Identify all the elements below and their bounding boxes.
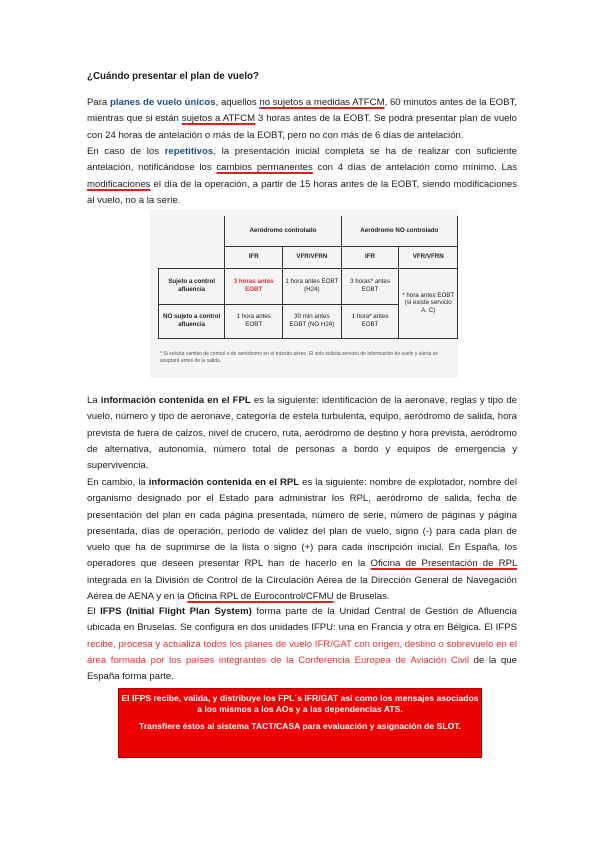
cell-subject-ctrl-ifr: 3 horas antes EOBT	[225, 268, 283, 304]
term-ifps: IFPS (Initial Flight Plan System)	[100, 606, 252, 617]
header-ifr-controlled: IFR	[225, 246, 283, 268]
cell-nc-vfr-merged: * hora antes EOBT (si existe servicio A. C)	[399, 268, 458, 338]
paragraph-fpl-content	[87, 393, 517, 474]
callout-line-2: Transfiere éstos al sistema TACT/CASA para evaluación y asignación de SLOT.	[139, 721, 461, 731]
term-repetitive: repetitivos	[164, 146, 214, 157]
cell-subject-nc-ifr: 3 horas* antes EOBT	[341, 268, 399, 304]
text-run: , 60 minutos antes de la EOBT, mientras que si están	[87, 97, 517, 125]
header-controlled: Aeródromo controlado	[225, 216, 341, 246]
paragraph-repetitive-plans	[87, 144, 517, 209]
callout-line-1: El IFPS recibe, valida, y distribuye los FPL´s IFR/GAT así como los mensajes asociados a los mismos a los AOs y a las dependencias ATS.	[121, 693, 479, 714]
row-label-not-subject: NO sujeto a control afluencia	[159, 304, 225, 338]
term-modifications: modificaciones	[87, 178, 151, 190]
header-vfr-uncontrolled: VFR/VFRN	[399, 246, 458, 268]
term-rpl-content: información contenida en el RPL	[148, 477, 300, 488]
section-heading: ¿Cuándo presentar el plan de vuelo?	[87, 71, 260, 82]
term-not-atfcm: no sujetos a medidas ATFCM	[259, 97, 385, 108]
header-ifr-uncontrolled: IFR	[341, 246, 399, 268]
highlight-ifps-function: recibe, procesa y actualiza todos los planes de vuelo IFR/GAT con origen, destino o sobrevuelo en el área formada por los países integrantes de la Conferencia Europea de Aviación Civil	[87, 638, 517, 666]
header-vfr-controlled: VFR/VFRN	[283, 246, 342, 268]
term-atfcm: sujetos a ATFCM	[181, 113, 256, 125]
term-rpl-office: Oficina de Presentación de RPL	[370, 558, 517, 570]
submission-times-table	[158, 216, 458, 339]
text-run: de la que España forma parte.	[87, 654, 517, 683]
term-single-plans: planes de vuelo únicos	[109, 97, 216, 108]
ifps-callout-box	[118, 688, 482, 758]
row-label-subject: Sujeto a control afluencia	[159, 268, 225, 304]
header-uncontrolled: Aeródromo NO controlado	[341, 216, 457, 246]
text-run: , la presentación inicial completa se ha de realizar con suficiente antelación, notificándose los	[87, 146, 517, 174]
text-run: En caso de los	[87, 146, 165, 157]
text-run: Para	[87, 97, 110, 108]
text-run: el día de la operación, a partir de 15 horas antes de la EOBT, siendo modificaciones al vuelo, no a la serie.	[87, 178, 517, 206]
term-eurocontrol-office: Oficina RPL de Eurocontrol/CFMU	[187, 591, 334, 603]
cell-subject-ctrl-vfr: 1 hora antes EOBT (H24)	[283, 268, 342, 304]
text-run: En cambio, la	[87, 477, 149, 488]
paragraph-rpl-content	[87, 475, 517, 605]
cell-notsubject-ctrl-vfr: 30 min antes EOBT (NO H24)	[283, 304, 342, 338]
term-fpl-content: información contenida en el FPL	[100, 395, 251, 406]
text-run: integrada en la División de Control de la Circulación Aérea de la Dirección General de Navegación Aérea de AENA y en la	[87, 574, 517, 603]
text-run: con 4 días de antelación como mínimo. Las	[312, 162, 518, 174]
cell-notsubject-nc-ifr: 1 hora* antes EOBT	[341, 304, 399, 338]
text-run: forma parte de la Unidad Central de Gestión de Afluencia ubicada en Bruselas. Se configura en dos unidades IFPU: una en Francia y otra en Bélgica. El IFPS	[87, 606, 517, 634]
text-run: , aquellos	[215, 97, 260, 108]
text-run: El	[87, 606, 101, 617]
text-run: de Bruselas.	[333, 591, 390, 603]
cell-notsubject-ctrl-ifr: 1 hora antes EOBT	[225, 304, 283, 338]
text-run: es la siguiente: identificación de la aeronave, reglas y tipo de vuelo, número y tipo de aeronave, categoría de estela turbulenta, equipo, aeródromo de salida, hora prevista de fuera de calzos, nivel de crucero, ruta, aeródromo de destino y hora prevista, aeródromo de alternativa, autonomía, número total de personas a bordo y equipos de emergencia y supervivencia.	[87, 395, 518, 472]
table-footnote: * Si solicita cambio de control o de aeródromo en el tránsito aéreo. El solo solicita servicio de información de vuelo y alerta se aceptará antes de la salida.	[160, 351, 438, 364]
paragraph-single-plans	[87, 95, 517, 144]
text-run: 3 horas antes de la EOBT. Se podrá presentar plan de vuelo con 24 horas de antelación o más de la EOBT, pero no con más de 6 días de antelación.	[87, 113, 517, 141]
text-run: La	[87, 395, 101, 406]
term-permanent-changes: cambios permanentes	[216, 162, 313, 174]
paragraph-ifps	[87, 604, 517, 685]
submission-times-table-figure	[150, 210, 458, 378]
text-run: es la siguiente: nombre de explotador, nombre del organismo designado por el Estado para administrar los RPL, aeródromo de salida, fecha de presentación del plan en cada página presentada, número de serie, número de páginas y página presentada, días de operación, período de validez del plan de vuelo, signo (-) para cada plan de vuelo que ha de suprimirse de la lista o signo (+) para cada inscripción inicial. En España, los operadores que deseen presentar RPL han de hacerlo en la	[87, 477, 517, 570]
